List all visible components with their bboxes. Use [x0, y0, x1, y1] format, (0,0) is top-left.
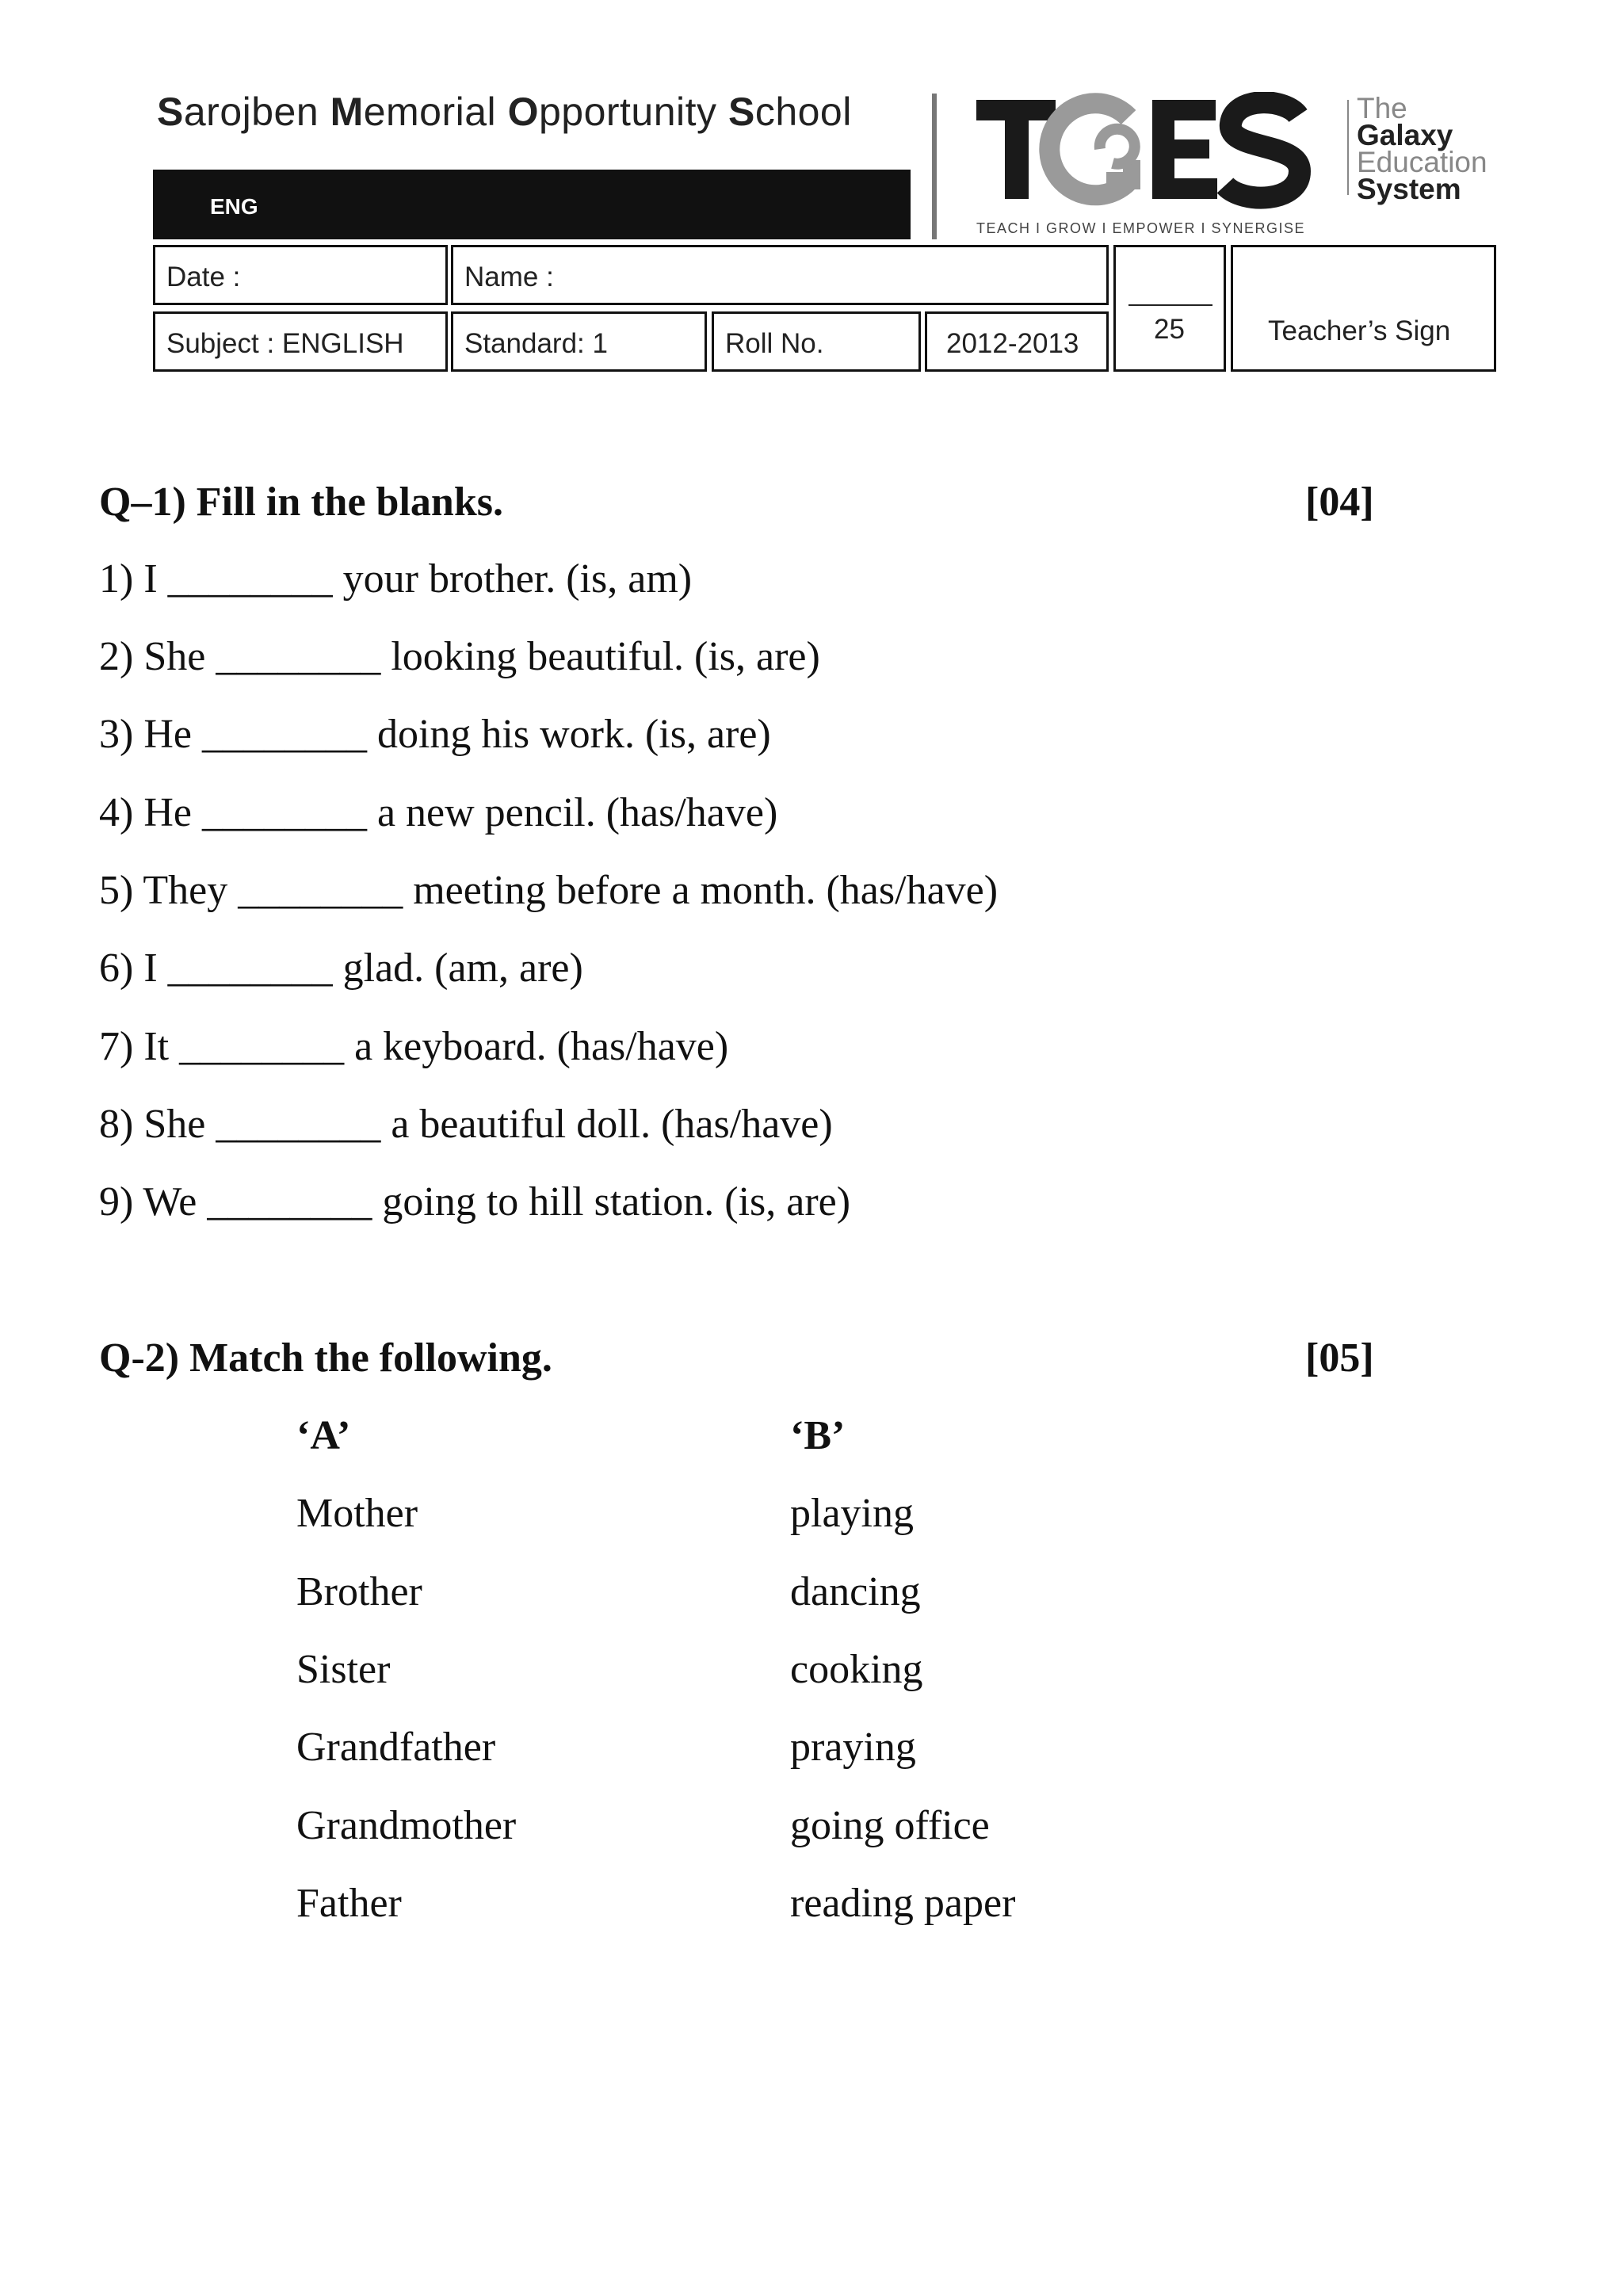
q2-marks: [05]	[1305, 1335, 1374, 1381]
match-a-item: Mother	[296, 1491, 418, 1536]
roll-no-field[interactable]: Roll No.	[712, 311, 921, 372]
q1-item: 4) He ________ a new pencil. (has/have)	[99, 790, 778, 835]
school-name: Sarojben Memorial Opportunity School	[157, 90, 852, 134]
marks-box[interactable]	[1113, 245, 1226, 372]
name-field[interactable]: Name :	[451, 245, 1109, 305]
teacher-sign-box[interactable]: Teacher’s Sign	[1231, 245, 1496, 372]
match-b-item: playing	[790, 1491, 914, 1536]
q1-title: Q–1) Fill in the blanks.	[99, 479, 503, 525]
q1-item: 5) They ________ meeting before a month. (has/have)	[99, 868, 999, 913]
marks-obtained-line	[1128, 304, 1212, 306]
standard-field: Standard: 1	[451, 311, 707, 372]
q1-item: 8) She ________ a beautiful doll. (has/have)	[99, 1102, 833, 1147]
logo-text: The Galaxy Education System	[1357, 92, 1487, 205]
match-b-item: cooking	[790, 1647, 923, 1692]
match-b-item: reading paper	[790, 1881, 1016, 1926]
logo-tagline: TEACH I GROW I EMPOWER I SYNERGISE	[976, 220, 1306, 236]
match-a-item: Grandfather	[296, 1725, 496, 1770]
total-marks: 25	[1154, 314, 1185, 345]
subject-banner	[153, 170, 911, 239]
q1-item: 7) It ________ a keyboard. (has/have)	[99, 1024, 729, 1069]
tges-logo	[973, 92, 1314, 211]
subject-field: Subject : ENGLISH	[153, 311, 448, 372]
q2-title: Q-2) Match the following.	[99, 1335, 552, 1381]
header-divider	[932, 94, 937, 239]
q1-marks: [04]	[1305, 479, 1374, 525]
column-b-header: ‘B’	[790, 1413, 846, 1458]
q1-item: 1) I ________ your brother. (is, am)	[99, 556, 693, 602]
logo-separator	[1347, 100, 1349, 195]
subject-tag: ENG	[210, 194, 258, 219]
match-a-item: Grandmother	[296, 1803, 517, 1848]
match-b-item: dancing	[790, 1569, 921, 1614]
year-field: 2012-2013	[925, 311, 1109, 372]
match-b-item: going office	[790, 1803, 990, 1848]
match-b-item: praying	[790, 1725, 916, 1770]
match-a-item: Sister	[296, 1647, 391, 1692]
match-a-item: Father	[296, 1881, 402, 1926]
q1-item: 9) We ________ going to hill station. (is, are)	[99, 1179, 851, 1224]
column-a-header: ‘A’	[296, 1413, 351, 1458]
q1-item: 6) I ________ glad. (am, are)	[99, 946, 583, 991]
match-a-item: Brother	[296, 1569, 422, 1614]
q1-item: 3) He ________ doing his work. (is, are)	[99, 712, 771, 757]
q1-item: 2) She ________ looking beautiful. (is, are)	[99, 634, 820, 679]
date-field[interactable]: Date :	[153, 245, 448, 305]
